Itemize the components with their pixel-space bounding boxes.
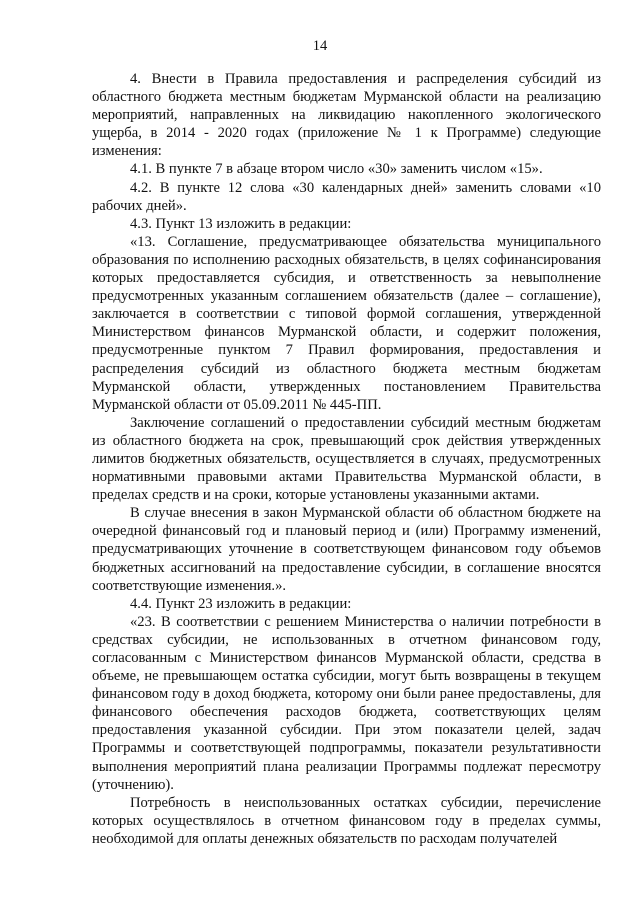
paragraph-clause-23: «23. В соответствии с решением Министерства о наличии потребности в средствах субсидии, не использованных в отчетном финансовом году, согласованным с Министерством финансов Мурманской области, средства в объеме, не превышающем остатка субсидии, могут быть возвращены в текущем финансовом году в доход бюджета, которому они были ранее предоставлены, для финансового обеспечения расходов бюджета, соответствующих целям предоставления указанной субсидии. При этом показатели целей, задач Программы и соответствующей подпрограммы, показатели результативности выполнения мероприятий плана реализации Программы подлежат пересмотру (уточнению). (92, 613, 601, 793)
paragraph-item-4-2: 4.2. В пункте 12 слова «30 календарных дней» заменить словами «10 рабочих дней». (92, 179, 601, 214)
paragraph-item-4-1: 4.1. В пункте 7 в абзаце втором число «30» заменить числом «15». (130, 161, 543, 178)
paragraph-item-4-4: 4.4. Пункт 23 изложить в редакции: (130, 595, 352, 612)
paragraph-agreements-term: Заключение соглашений о предоставлении субсидий местным бюджетам из областного бюджета на срок, превышающий срок действия утвержденных лимитов бюджетных обязательств, осуществляется в случаях, предусмотренных нормативными правовыми актами Правительства Мурманской области, в пределах средств и на сроки, которые установлены указанными актами. (92, 414, 601, 504)
paragraph-law-amendments: В случае внесения в закон Мурманской области об областном бюджете на очередной финансовый год и плановый период и (или) Программу изменений, предусматривающих уточнение в соответствующем финансовом году объемов бюджетных ассигнований на предоставление субсидии, в соглашение вносятся соответствующие изменения.». (92, 505, 601, 594)
paragraph-unused-balances: Потребность в неиспользованных остатках субсидии, перечисление которых осуществлялось в отчетном финансовом году в пределах суммы, необходимой для оплаты денежных обязательств по расходам получателей (92, 794, 601, 847)
paragraph-item-4-3: 4.3. Пункт 13 изложить в редакции: (130, 215, 352, 232)
document-body (92, 70, 601, 848)
paragraph-item-4: 4. Внести в Правила предоставления и распределения субсидий из областного бюджета местным бюджетам Мурманской области на реализацию мероприятий, направленных на ликвидацию накопленного экологического ущерба, в 2014 - 2020 годах (приложение № 1 к Программе) следующие изменения: (92, 71, 601, 160)
paragraph-clause-13: «13. Соглашение, предусматривающее обязательства муниципального образования по исполнению расходных обязательств, в целях софинансирования которых предоставляется субсидия, и ответственность за невыполнение предусмотренных указанным соглашением обязательств (далее – соглашение), заключается в соответствии с типовой формой соглашения, утвержденной Министерством финансов Мурманской области, и содержит положения, предусмотренные пунктом 7 Правил формирования, предоставления и распределения субсидий из областного бюджета местным бюджетам Мурманской области, утвержденных постановлением Правительства Мурманской области от 05.09.2011 № 445-ПП. (92, 233, 601, 413)
page-number: 14 (312, 38, 328, 54)
